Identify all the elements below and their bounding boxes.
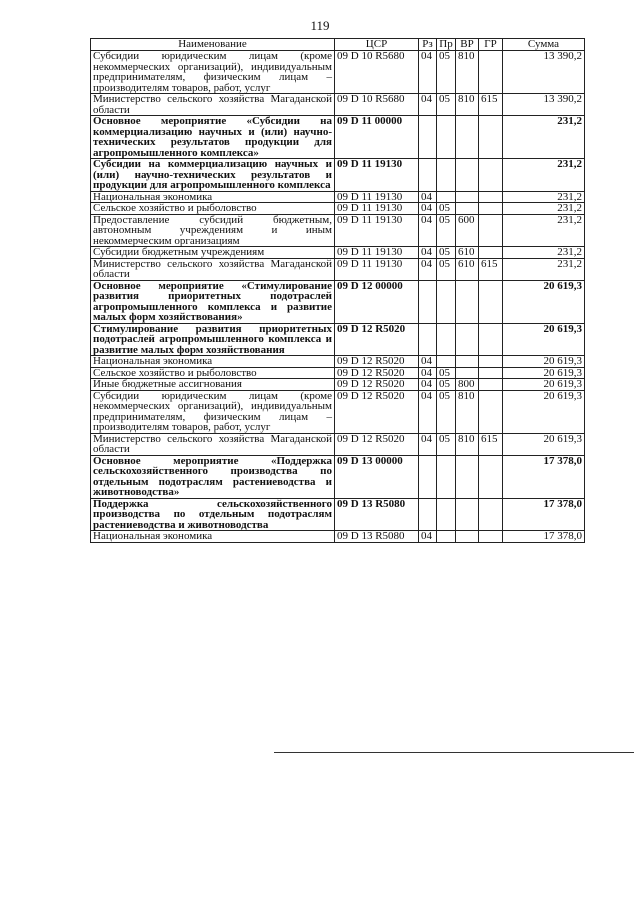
row-vr: 600 (456, 214, 479, 247)
header-vr: ВР (456, 39, 479, 51)
row-sum: 20 619,3 (503, 367, 585, 379)
row-name: Сельское хозяйство и рыболовство (91, 367, 335, 379)
row-gr (479, 116, 503, 159)
row-sum: 17 378,0 (503, 498, 585, 531)
row-pr (437, 531, 456, 543)
table-row (91, 159, 585, 192)
row-csr: 09 D 12 00000 (335, 280, 419, 323)
row-vr (456, 116, 479, 159)
header-name: Наименование (91, 39, 335, 51)
table-row (91, 433, 585, 455)
table-row (91, 323, 585, 356)
row-vr: 810 (456, 94, 479, 116)
row-vr: 810 (456, 433, 479, 455)
footer-divider (274, 752, 634, 753)
row-sum: 20 619,3 (503, 433, 585, 455)
row-csr: 09 D 12 R5020 (335, 367, 419, 379)
row-pr (437, 116, 456, 159)
header-rz: Рз (419, 39, 437, 51)
row-csr: 09 D 11 19130 (335, 214, 419, 247)
row-vr (456, 280, 479, 323)
row-name: Сельское хозяйство и рыболовство (91, 203, 335, 215)
table-row (91, 356, 585, 368)
row-gr (479, 455, 503, 498)
row-gr (479, 390, 503, 433)
row-gr (479, 51, 503, 94)
row-pr (437, 455, 456, 498)
row-sum: 20 619,3 (503, 390, 585, 433)
table-row (91, 390, 585, 433)
row-vr (456, 191, 479, 203)
row-name: Министерство сельского хозяйства Магаданской области (91, 433, 335, 455)
row-rz: 04 (419, 390, 437, 433)
row-name: Стимулирование развития приоритетных подотраслей агропромышленного комплекса и развитие малых форм хозяйствования (91, 323, 335, 356)
row-sum: 231,2 (503, 258, 585, 280)
row-rz: 04 (419, 94, 437, 116)
row-pr (437, 498, 456, 531)
row-csr: 09 D 12 R5020 (335, 323, 419, 356)
row-vr (456, 159, 479, 192)
row-pr (437, 323, 456, 356)
row-gr (479, 191, 503, 203)
header-csr: ЦСР (335, 39, 419, 51)
row-csr: 09 D 12 R5020 (335, 379, 419, 391)
row-pr: 05 (437, 203, 456, 215)
row-pr: 05 (437, 390, 456, 433)
row-name: Субсидии на коммерциализацию научных и (или) научно-технических результатов и продукции для агропромышленного комплекса (91, 159, 335, 192)
row-pr (437, 356, 456, 368)
row-rz (419, 116, 437, 159)
row-gr (479, 203, 503, 215)
row-name: Поддержка сельскохозяйственного производства по отдельным подотраслям растениеводства и животноводства (91, 498, 335, 531)
row-gr (479, 214, 503, 247)
table-row (91, 214, 585, 247)
table-row (91, 379, 585, 391)
row-sum: 20 619,3 (503, 323, 585, 356)
row-csr: 09 D 13 R5080 (335, 531, 419, 543)
row-rz: 04 (419, 367, 437, 379)
table-row (91, 191, 585, 203)
row-csr: 09 D 11 19130 (335, 203, 419, 215)
row-vr (456, 323, 479, 356)
row-vr (456, 203, 479, 215)
row-gr: 615 (479, 433, 503, 455)
row-pr (437, 191, 456, 203)
row-name: Субсидии юридическим лицам (кроме некоммерческих организаций), индивидуальным предпринимателям, физическим лицам – производителям товаров, работ, услуг (91, 51, 335, 94)
row-gr (479, 323, 503, 356)
row-name: Субсидии юридическим лицам (кроме некоммерческих организаций), индивидуальным предпринимателям, физическим лицам – производителям товаров, работ, услуг (91, 390, 335, 433)
row-vr (456, 356, 479, 368)
row-pr: 05 (437, 214, 456, 247)
row-csr: 09 D 10 R5680 (335, 51, 419, 94)
row-sum: 231,2 (503, 159, 585, 192)
row-pr: 05 (437, 433, 456, 455)
table-row (91, 280, 585, 323)
row-name: Основное мероприятие «Поддержка сельскохозяйственного производства по отдельным подотраслям растениеводства и животноводства» (91, 455, 335, 498)
row-pr: 05 (437, 367, 456, 379)
row-rz (419, 159, 437, 192)
row-gr (479, 356, 503, 368)
row-gr (479, 531, 503, 543)
row-vr: 610 (456, 247, 479, 259)
row-vr: 810 (456, 390, 479, 433)
row-name: Предоставление субсидий бюджетным, автономным учреждениям и иным некоммерческим организациям (91, 214, 335, 247)
row-vr: 810 (456, 51, 479, 94)
table-header-row (91, 39, 585, 51)
table-row (91, 367, 585, 379)
row-csr: 09 D 10 R5680 (335, 94, 419, 116)
row-rz (419, 498, 437, 531)
row-rz: 04 (419, 203, 437, 215)
row-csr: 09 D 12 R5020 (335, 433, 419, 455)
row-name: Национальная экономика (91, 531, 335, 543)
row-name: Иные бюджетные ассигнования (91, 379, 335, 391)
row-sum: 231,2 (503, 247, 585, 259)
row-gr (479, 498, 503, 531)
row-gr (479, 367, 503, 379)
table-row (91, 51, 585, 94)
row-pr: 05 (437, 247, 456, 259)
row-sum: 13 390,2 (503, 94, 585, 116)
row-rz: 04 (419, 531, 437, 543)
table-row (91, 498, 585, 531)
row-name: Основное мероприятие «Субсидии на коммерциализацию научных и (или) научно-технических результатов продукции для агропромышленного комплекса» (91, 116, 335, 159)
row-csr: 09 D 11 19130 (335, 191, 419, 203)
budget-table (90, 38, 585, 543)
row-csr: 09 D 11 19130 (335, 159, 419, 192)
row-name: Национальная экономика (91, 191, 335, 203)
table-row (91, 116, 585, 159)
row-csr: 09 D 12 R5020 (335, 390, 419, 433)
table-row (91, 94, 585, 116)
row-pr: 05 (437, 51, 456, 94)
row-csr: 09 D 11 19130 (335, 247, 419, 259)
row-pr: 05 (437, 258, 456, 280)
table-row (91, 258, 585, 280)
row-sum: 20 619,3 (503, 356, 585, 368)
row-sum: 231,2 (503, 191, 585, 203)
row-csr: 09 D 13 R5080 (335, 498, 419, 531)
row-name: Национальная экономика (91, 356, 335, 368)
table-row (91, 531, 585, 543)
header-sum: Сумма (503, 39, 585, 51)
row-sum: 20 619,3 (503, 280, 585, 323)
row-name: Министерство сельского хозяйства Магаданской области (91, 258, 335, 280)
row-gr: 615 (479, 94, 503, 116)
row-vr: 610 (456, 258, 479, 280)
table-row (91, 247, 585, 259)
row-gr (479, 159, 503, 192)
row-csr: 09 D 13 00000 (335, 455, 419, 498)
row-gr (479, 280, 503, 323)
row-pr: 05 (437, 94, 456, 116)
row-rz (419, 455, 437, 498)
row-vr (456, 455, 479, 498)
row-rz: 04 (419, 51, 437, 94)
row-sum: 20 619,3 (503, 379, 585, 391)
row-csr: 09 D 11 19130 (335, 258, 419, 280)
row-vr (456, 531, 479, 543)
table-row (91, 203, 585, 215)
row-gr: 615 (479, 258, 503, 280)
row-rz: 04 (419, 247, 437, 259)
row-vr: 800 (456, 379, 479, 391)
row-rz: 04 (419, 214, 437, 247)
row-sum: 13 390,2 (503, 51, 585, 94)
row-sum: 231,2 (503, 116, 585, 159)
row-sum: 17 378,0 (503, 455, 585, 498)
row-rz: 04 (419, 433, 437, 455)
row-name: Основное мероприятие «Стимулирование развития приоритетных подотраслей агропромышленного комплекса и развитие малых форм хозяйствования» (91, 280, 335, 323)
page-number: 119 (310, 18, 330, 33)
row-name: Субсидии бюджетным учреждениям (91, 247, 335, 259)
row-pr (437, 280, 456, 323)
row-pr: 05 (437, 379, 456, 391)
row-name: Министерство сельского хозяйства Магаданской области (91, 94, 335, 116)
header-pr: Пр (437, 39, 456, 51)
row-vr (456, 367, 479, 379)
row-csr: 09 D 12 R5020 (335, 356, 419, 368)
row-sum: 231,2 (503, 203, 585, 215)
table-row (91, 455, 585, 498)
row-rz: 04 (419, 379, 437, 391)
row-sum: 231,2 (503, 214, 585, 247)
header-gr: ГР (479, 39, 503, 51)
table-body (91, 51, 585, 543)
row-gr (479, 379, 503, 391)
row-rz: 04 (419, 356, 437, 368)
row-rz (419, 280, 437, 323)
row-csr: 09 D 11 00000 (335, 116, 419, 159)
row-rz (419, 323, 437, 356)
row-vr (456, 498, 479, 531)
row-rz: 04 (419, 258, 437, 280)
row-sum: 17 378,0 (503, 531, 585, 543)
row-pr (437, 159, 456, 192)
row-gr (479, 247, 503, 259)
row-rz: 04 (419, 191, 437, 203)
